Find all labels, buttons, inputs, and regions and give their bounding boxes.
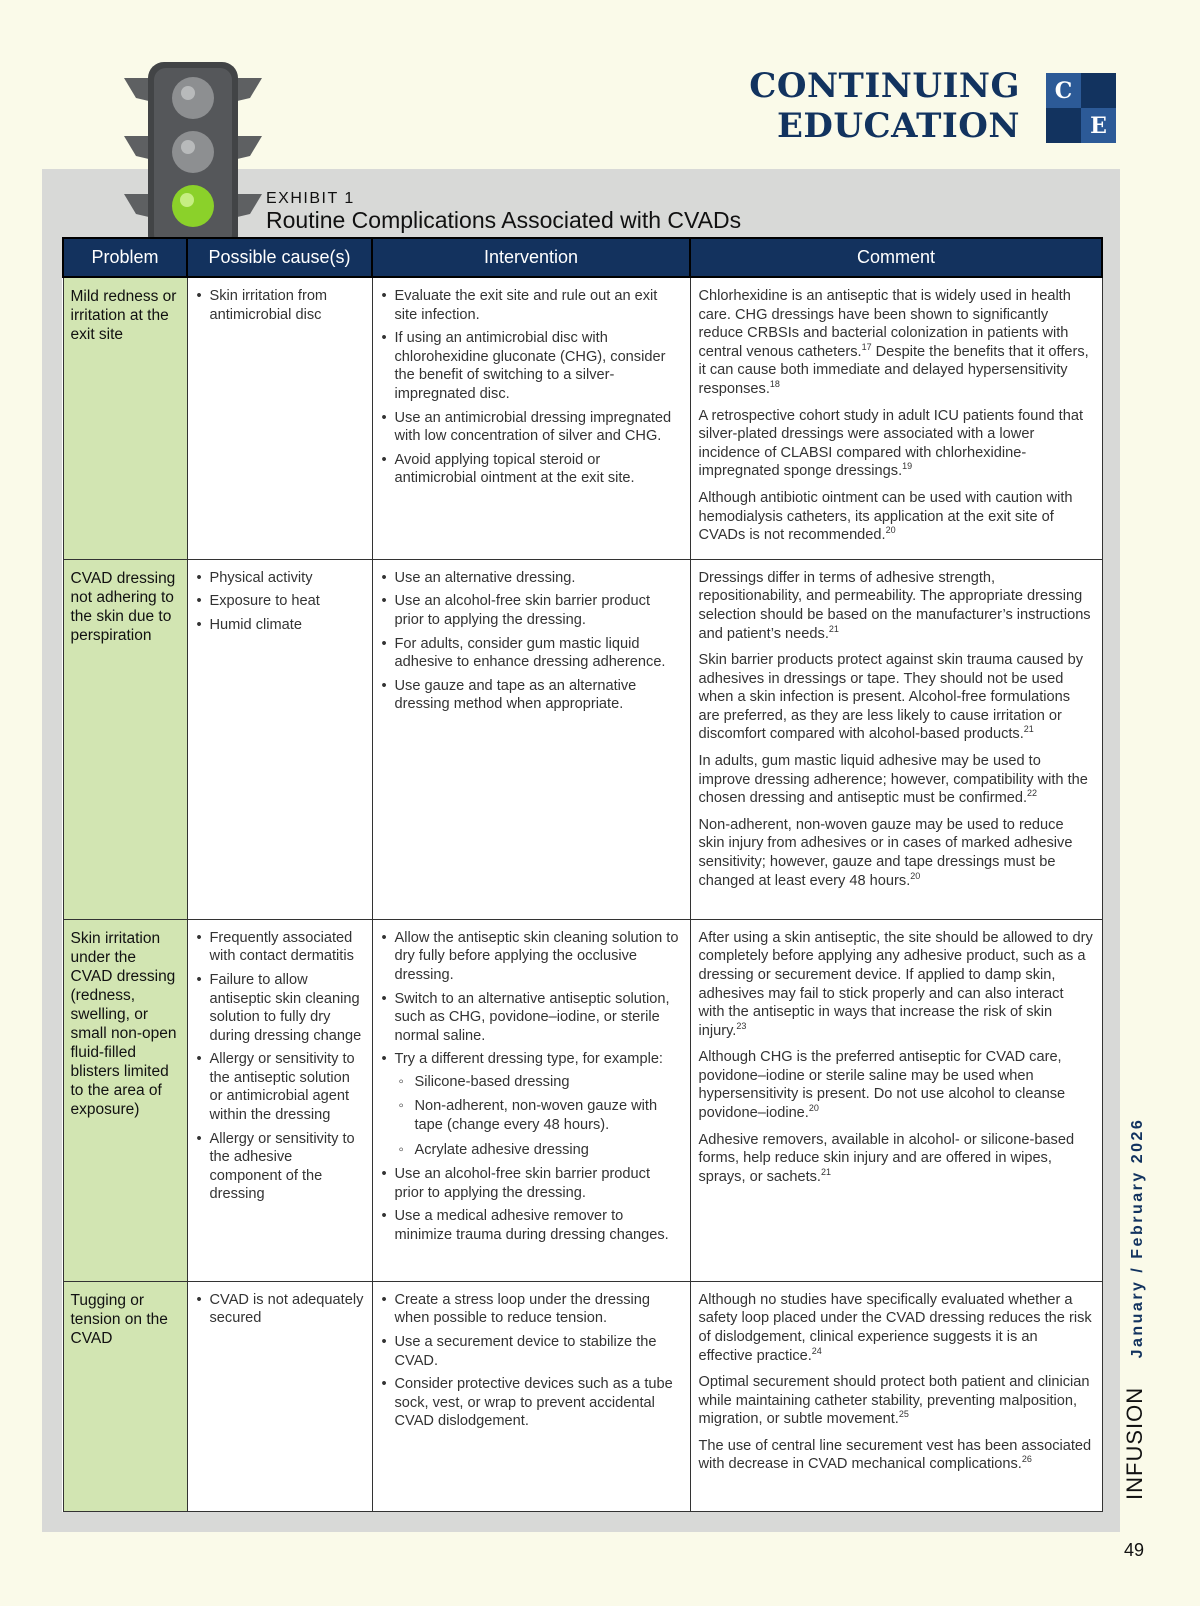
intervention-item: • Allow the antiseptic skin cleaning solution to dry fully before applying the occlusive dressing. [395, 929, 682, 985]
section-title: CONTINUING EDUCATION [749, 66, 1020, 146]
cause-item: • Failure to allow antiseptic skin cleaning solution to fully dry during dressing change [210, 971, 364, 1045]
comment-paragraph: Optimal securement should protect both patient and clinician while maintaining catheter stability, preventing malposition, migration, or subtle movement.$^{25}$ [698, 1374, 1090, 1428]
reference-number: 24 [811, 1345, 822, 1356]
exhibit-title: Routine Complications Associated with CVADs [266, 207, 742, 233]
intervention-item: • For adults, consider gum mastic liquid adhesive to enhance dressing adherence. [395, 635, 682, 672]
intervention-item: • Use gauze and tape as an alternative dressing method when appropriate. [395, 677, 682, 714]
complications-table [62, 237, 1103, 1512]
comment-paragraph: Chlorhexidine is an antiseptic that is widely used in health care. CHG dressings have been shown to significantly reduce CRBSIs and bacterial colonization in patients with central venous catheters.$^{17}$ Despite the benefits that it offers, it can cause both immediate and delayed hypersensitivity responses.$^{18}$ [698, 288, 1089, 397]
reference-number: 26 [1021, 1454, 1032, 1465]
reference-number: 18 [769, 379, 780, 390]
column-header-causes: Possible cause(s) [187, 238, 372, 277]
sub-intervention-item: ◦ Silicone-based dressing [415, 1073, 682, 1092]
column-header-comment: Comment [690, 238, 1102, 277]
reference-number: 21 [828, 623, 839, 634]
reference-number: 23 [736, 1020, 747, 1031]
causes-cell [187, 1281, 372, 1511]
exhibit-label: EXHIBIT 1 [266, 190, 355, 207]
intervention-item: • Use an alcohol-free skin barrier product prior to applying the dressing. [395, 1165, 682, 1202]
intervention-item: • Use an alcohol-free skin barrier product prior to applying the dressing. [395, 592, 682, 629]
intervention-item: • If using an antimicrobial disc with chlorohexidine gluconate (CHG), consider the benefit of switching to a silver-impregnated disc. [395, 329, 682, 403]
reference-number: 20 [885, 525, 896, 536]
cause-item: • Humid climate [210, 616, 364, 635]
problem-cell: Tugging or tension on the CVAD [63, 1281, 187, 1511]
column-header-intervention: Intervention [372, 238, 690, 277]
cause-item: • Allergy or sensitivity to the adhesive component of the dressing [210, 1130, 364, 1204]
ce-logo-block-1 [1081, 73, 1116, 108]
intervention-item: • Use a securement device to stabilize the CVAD. [395, 1333, 682, 1370]
causes-cell [187, 919, 372, 1281]
comment-paragraph: Although no studies have specifically evaluated whether a safety loop placed under the CVAD dressing reduces the risk of dislodgement, clinical experience suggests it is an effective practice.$^{24}$ [698, 1291, 1092, 1364]
table-row [63, 919, 1102, 1281]
cause-item: • Exposure to heat [210, 592, 364, 611]
comment-cell [690, 277, 1102, 559]
cause-item: • Allergy or sensitivity to the antiseptic solution or antimicrobial agent within the dressing [210, 1050, 364, 1124]
comment-paragraph: Although CHG is the preferred antiseptic for CVAD care, povidone–iodine or sterile saline may be used when hypersensitivity is present. Do not use alcohol to cleanse povidone–iodine.$^{20}$ [698, 1049, 1066, 1122]
column-header-problem: Problem [63, 238, 187, 277]
sub-intervention-item: ◦ Acrylate adhesive dressing [415, 1141, 682, 1160]
page-number: 49 [1124, 1540, 1145, 1560]
reference-number: 19 [902, 461, 913, 472]
intervention-item: • Use a medical adhesive remover to minimize trauma during dressing changes. [395, 1207, 682, 1244]
causes-cell [187, 277, 372, 559]
interventions-cell [372, 559, 690, 919]
problem-cell: Skin irritation under the CVAD dressing (redness, swelling, or small non-open fluid-filled blisters limited to the area of exposure) [63, 919, 187, 1281]
comment-paragraph: After using a skin antiseptic, the site should be allowed to dry completely before applying any adhesive product, such as a dressing or securement device. If applied to damp skin, adhesives may fail to stick properly and can also interact with the antiseptic in ways that increase the risk of skin injury.$^{23}$ [698, 929, 1093, 1039]
ce-logo [1046, 73, 1116, 143]
cause-item: • Frequently associated with contact dermatitis [210, 929, 364, 966]
ce-logo-e: E [1081, 108, 1116, 143]
intervention-item: • Avoid applying topical steroid or antimicrobial ointment at the exit site. [395, 451, 682, 488]
interventions-cell [372, 919, 690, 1281]
intervention-item: • Use an antimicrobial dressing impregnated with low concentration of silver and CHG. [395, 409, 682, 446]
reference-number: 22 [1027, 788, 1038, 799]
table-row [63, 559, 1102, 919]
intervention-item: • Switch to an alternative antiseptic solution, such as CHG, povidone–iodine, or sterile normal saline. [395, 990, 682, 1046]
comment-cell [690, 559, 1102, 919]
reference-number: 25 [898, 1409, 909, 1420]
cause-item: • CVAD is not adequately secured [210, 1291, 364, 1328]
problem-cell: CVAD dressing not adhering to the skin due to perspiration [63, 559, 187, 919]
comment-paragraph: Adhesive removers, available in alcohol- or silicone-based forms, help reduce skin injury and are offered in wipes, sprays, or sachets.$^{21}$ [698, 1131, 1075, 1185]
comment-paragraph: In adults, gum mastic liquid adhesive may be used to improve dressing adherence; however, compatibility with the chosen dressing and antiseptic must be confirmed.$^{22}$ [698, 753, 1088, 807]
magazine-brand: INFUSION [1122, 1386, 1147, 1500]
intervention-item: • Use an alternative dressing. [395, 569, 682, 588]
comment-paragraph: Skin barrier products protect against skin trauma caused by adhesives in dressings or tape. They should not be used when a skin infection is present. Alcohol-free formulations are preferred, as they are less likely to cause irritation or discomfort compared with alcohol-based products.$^{21}$ [698, 652, 1083, 743]
reference-number: 20 [808, 1103, 819, 1114]
comment-paragraph: Although antibiotic ointment can be used with caution with hemodialysis catheters, its application at the exit site of CVADs is not recommended.$^{20}$ [698, 489, 1073, 544]
reference-number: 21 [1023, 724, 1034, 735]
intervention-item: • Consider protective devices such as a tube sock, vest, or wrap to prevent accidental CVAD dislodgement. [395, 1375, 682, 1431]
issue-date: January / February 2026 [1129, 1117, 1146, 1359]
problem-cell: Mild redness or irritation at the exit site [63, 277, 187, 559]
table-row [63, 277, 1102, 559]
sub-intervention-item: ◦ Non-adherent, non-woven gauze with tape (change every 48 hours). [415, 1097, 682, 1134]
intervention-item: • Create a stress loop under the dressing when possible to reduce tension. [395, 1291, 682, 1328]
causes-cell [187, 559, 372, 919]
reference-number: 21 [820, 1166, 831, 1177]
intervention-item: • Try a different dressing type, for example: ◦ Silicone-based dressing ◦ Non-adherent, non-woven gauze with tape (change every 48 hours). ◦ Acrylate adhesive dressing [395, 1050, 682, 1159]
reference-number: 20 [910, 870, 921, 881]
comment-paragraph: The use of central line securement vest has been associated with decrease in CVAD mechanical complications.$^{26}$ [698, 1437, 1092, 1473]
cause-item: • Physical activity [210, 569, 364, 588]
cause-item: • Skin irritation from antimicrobial disc [210, 287, 364, 324]
comment-paragraph: Non-adherent, non-woven gauze may be used to reduce skin injury from adhesives or in cases of marked adhesive sensitivity; however, gauze and tape dressings must be changed at least every 48 hours.$^{20}$ [698, 816, 1073, 889]
comment-paragraph: A retrospective cohort study in adult ICU patients found that silver-plated dressings were associated with a lower incidence of CLABSI compared with chlorhexidine-impregnated sponge dressings.$^{19}$ [698, 407, 1084, 480]
ce-logo-c: C [1046, 73, 1081, 108]
ce-logo-block-2 [1046, 108, 1081, 143]
interventions-cell [372, 277, 690, 559]
reference-number: 17 [861, 341, 872, 352]
intervention-item: • Evaluate the exit site and rule out an exit site infection. [395, 287, 682, 324]
side-footer [1122, 1070, 1148, 1500]
comment-cell [690, 919, 1102, 1281]
comment-paragraph: Dressings differ in terms of adhesive strength, repositionability, and permeability. The appropriate dressing selection should be based on the manufacturer’s instructions and patient’s needs.$^{21}$ [698, 569, 1091, 642]
table-row [63, 1281, 1102, 1511]
interventions-cell [372, 1281, 690, 1511]
table-header-row [63, 238, 1102, 277]
comment-cell [690, 1281, 1102, 1511]
